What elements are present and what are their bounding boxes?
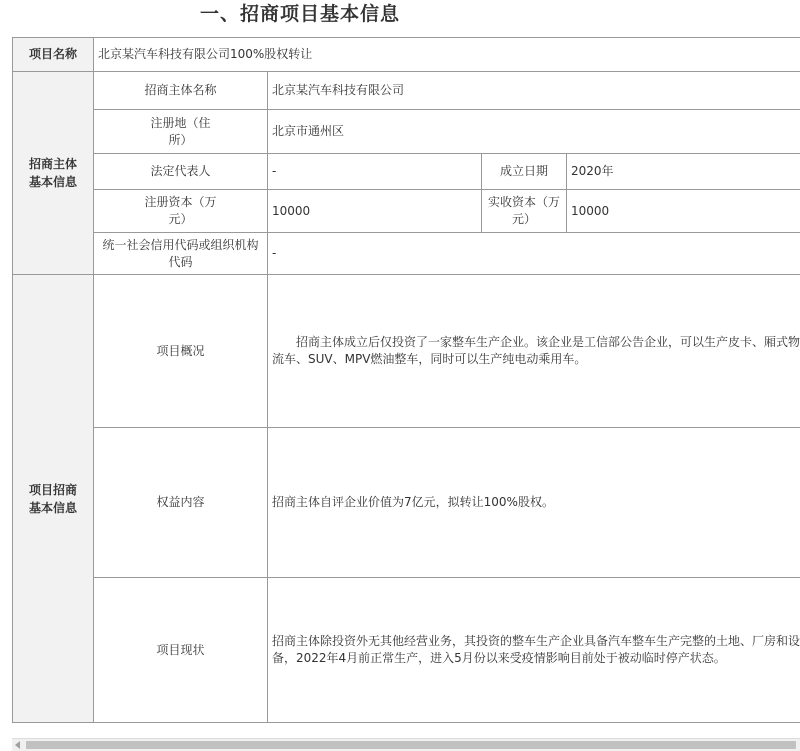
subject-info-label — [13, 72, 94, 275]
scroll-left-arrow-icon[interactable] — [15, 741, 20, 749]
project-name-label: 项目名称 — [13, 38, 94, 72]
horizontal-scrollbar[interactable] — [12, 738, 800, 751]
paid-capital-value: 10000 — [567, 190, 800, 233]
project-info-table — [12, 37, 800, 723]
table-row — [13, 154, 800, 190]
address-label-text: 注册地（住所） — [142, 115, 220, 149]
founded-value: 2020年 — [567, 154, 800, 190]
table-row — [13, 72, 800, 110]
scroll-thumb[interactable] — [26, 741, 796, 749]
status-value: 招商主体除投资外无其他经营业务，其投资的整车生产企业具备汽车整车生产完整的土地、厂房和设备，2022年4月前正常生产，进入5月份以来受疫情影响目前处于被动临时停产状态。 — [268, 578, 800, 723]
paid-capital-label-text: 实收资本（万元） — [488, 194, 560, 228]
address-label — [94, 110, 268, 154]
table-row — [13, 110, 800, 154]
overview-value — [268, 275, 800, 428]
credit-code-label: 统一社会信用代码或组织机构代码 — [94, 233, 268, 275]
section-title: 一、招商项目基本信息 — [200, 0, 400, 28]
paid-capital-label — [482, 190, 567, 233]
status-label: 项目现状 — [94, 578, 268, 723]
table-row — [13, 578, 800, 723]
table-row — [13, 38, 800, 72]
project-name-value: 北京某汽车科技有限公司100%股权转让 — [94, 38, 800, 72]
founded-label: 成立日期 — [482, 154, 567, 190]
reg-capital-label — [94, 190, 268, 233]
overview-text: 招商主体成立后仅投资了一家整车生产企业。该企业是工信部公告企业，可以生产皮卡、厢式物流车、SUV、MPV燃油整车，同时可以生产纯电动乘用车。 — [272, 334, 800, 368]
overview-label: 项目概况 — [94, 275, 268, 428]
legal-rep-value: - — [268, 154, 482, 190]
address-value: 北京市通州区 — [268, 110, 800, 154]
equity-label: 权益内容 — [94, 428, 268, 578]
table-row — [13, 190, 800, 233]
project-info-label — [13, 275, 94, 723]
subject-name-label: 招商主体名称 — [94, 72, 268, 110]
reg-capital-label-text: 注册资本（万元） — [142, 194, 220, 228]
table-row — [13, 428, 800, 578]
table-row — [13, 275, 800, 428]
subject-info-label-text: 招商主体基本信息 — [27, 155, 79, 191]
equity-value: 招商主体自评企业价值为7亿元，拟转让100%股权。 — [268, 428, 800, 578]
reg-capital-value: 10000 — [268, 190, 482, 233]
project-info-label-text: 项目招商基本信息 — [27, 481, 79, 517]
legal-rep-label: 法定代表人 — [94, 154, 268, 190]
credit-code-value: - — [268, 233, 800, 275]
table-row — [13, 233, 800, 275]
subject-name-value: 北京某汽车科技有限公司 — [268, 72, 800, 110]
